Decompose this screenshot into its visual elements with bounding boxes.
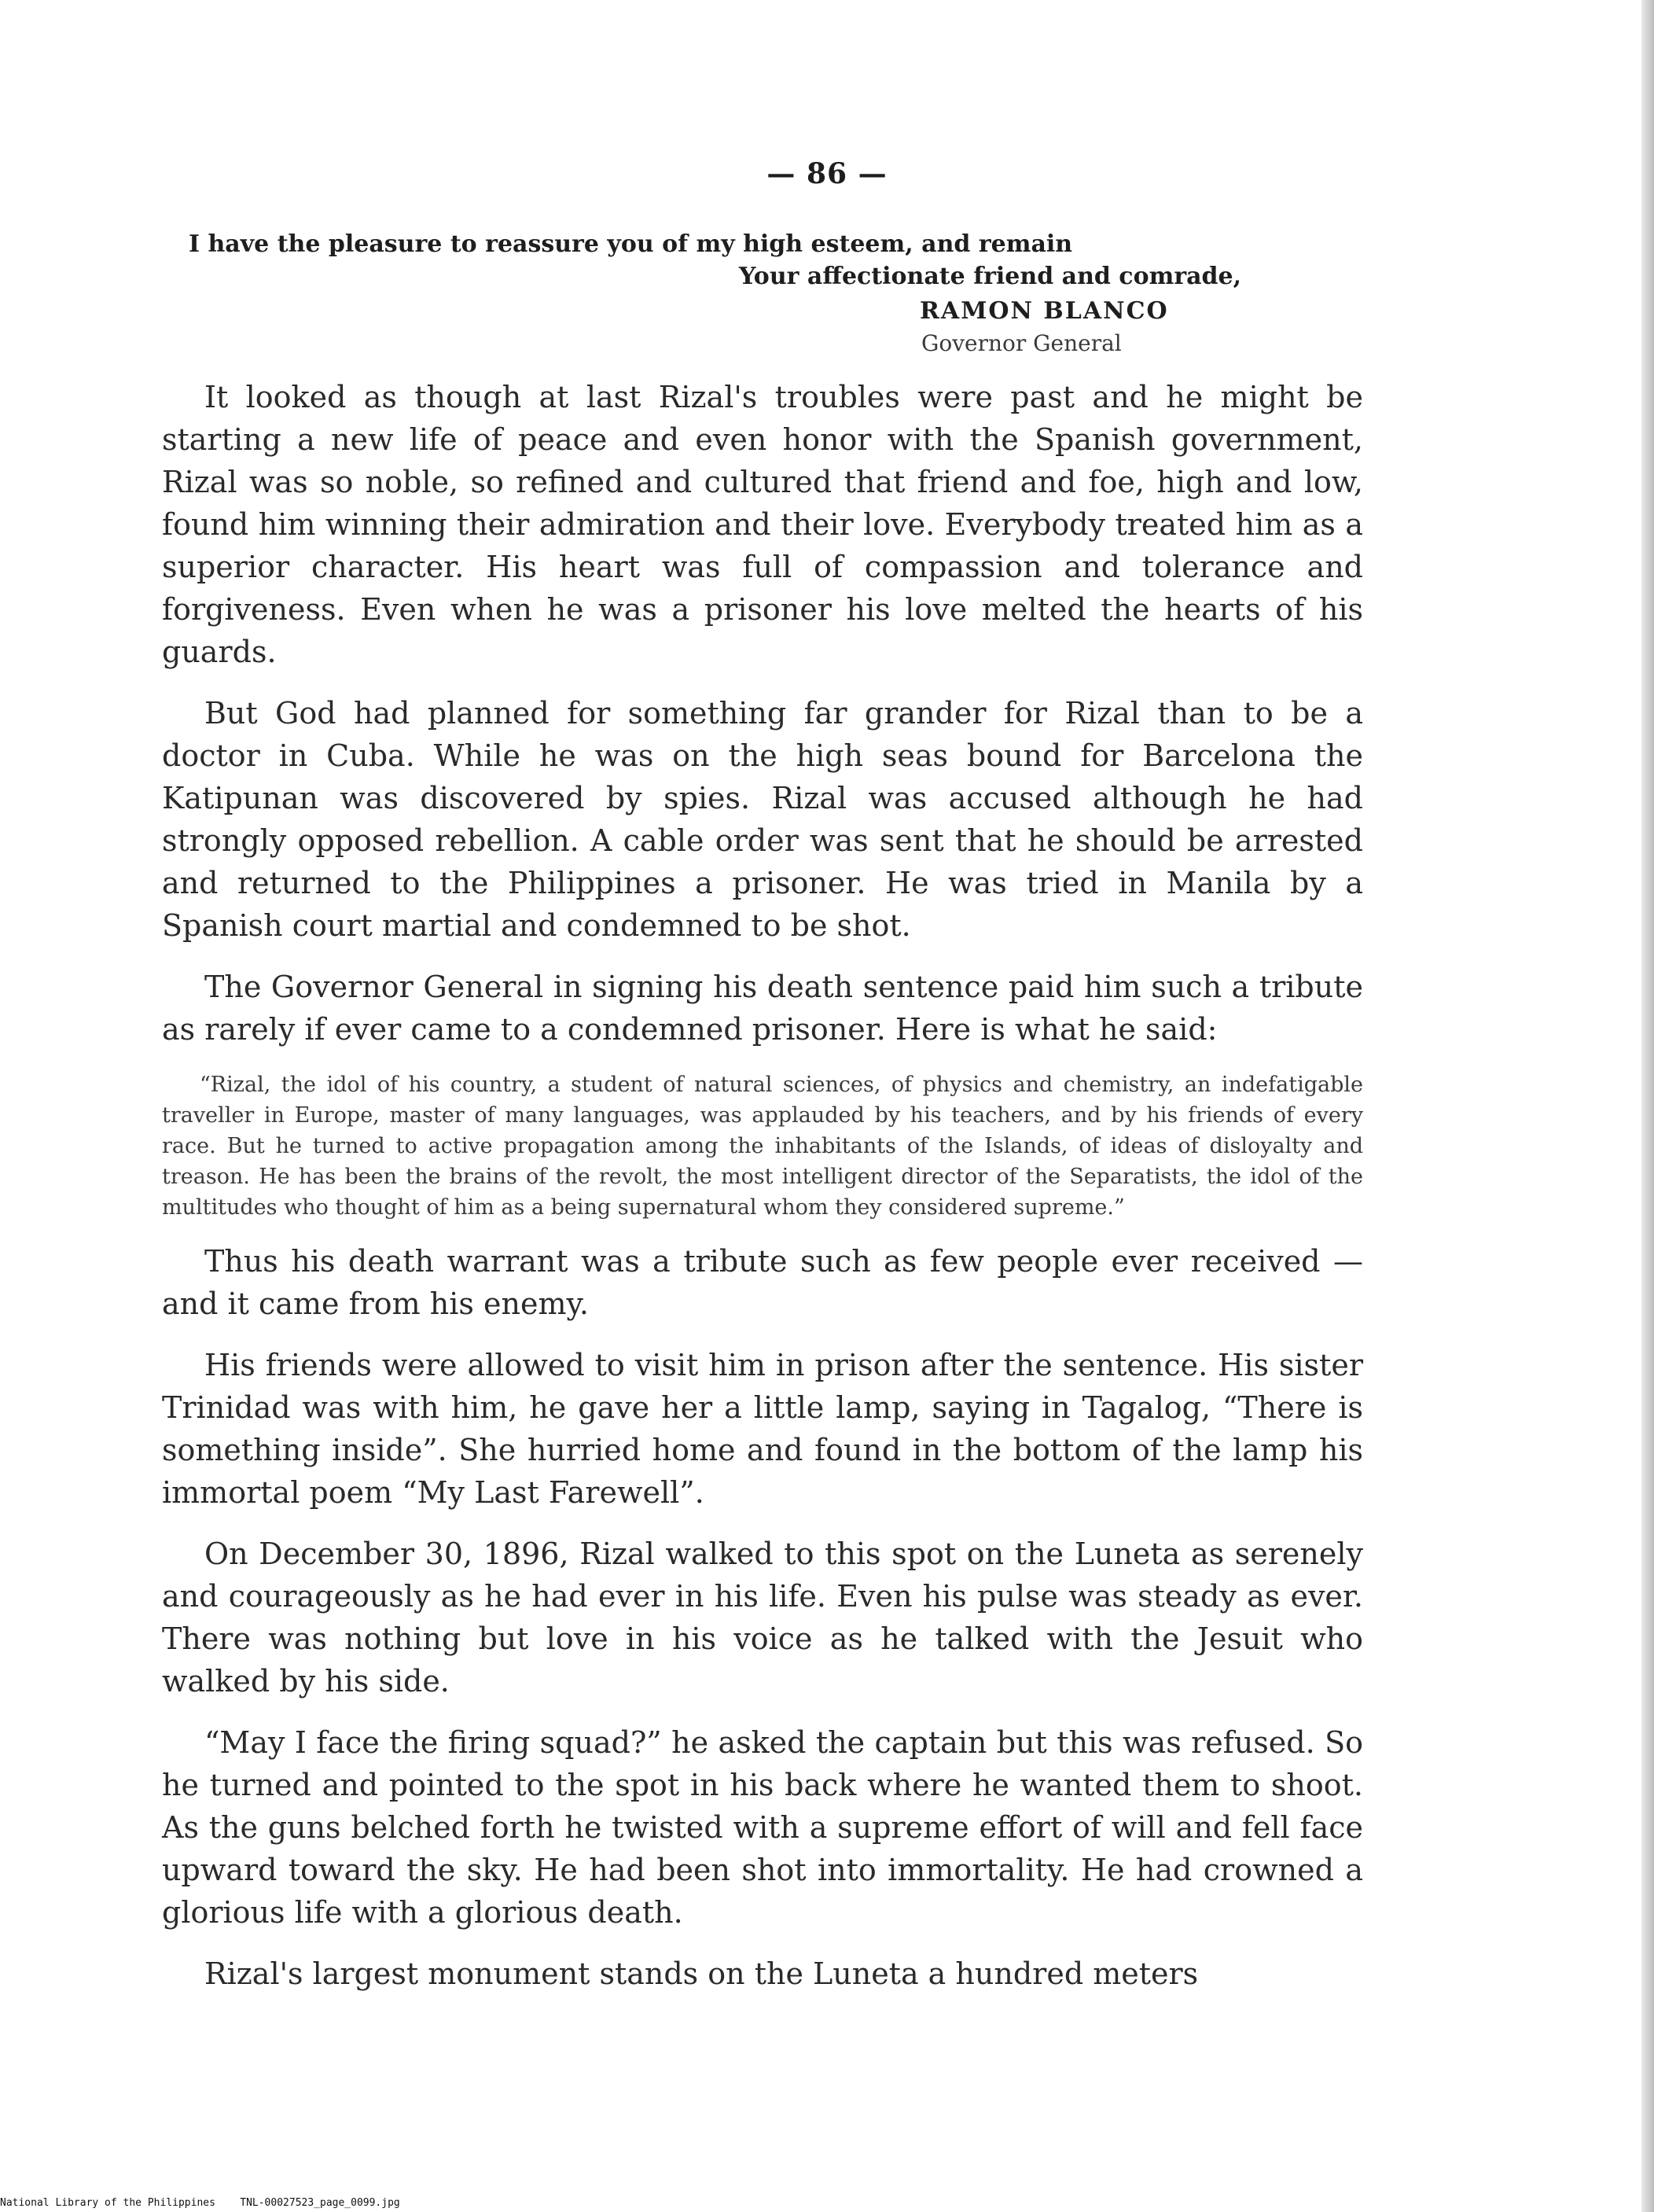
footer-library: National Library of the Philippines bbox=[0, 2197, 215, 2209]
footer-file-id: TNL-00027523_page_0099.jpg bbox=[240, 2197, 400, 2209]
paragraph-luneta-walk: On December 30, 1896, Rizal walked to this spot on the Luneta as serenely and courageously as he had ever in his life. Even his pulse was steady as ever. There was nothing but love in his voice as he talked with the Jesuit who walked by his side. bbox=[162, 1537, 1363, 1699]
paragraph-death-warrant: Thus his death warrant was a tribute such as few people ever received — and it came from his enemy. bbox=[162, 1244, 1363, 1321]
scan-page-edge bbox=[1641, 0, 1654, 2212]
paragraph-katipunan: But God had planned for something far grander for Rizal than to be a doctor in Cuba. While he was on the high seas bound for Barcelona the Katipunan was discovered by spies. Rizal was accused although he had strongly opposed rebellion. A cable order was sent that he should be arrested and returned to the Philippines a prisoner. He was tried in Manila by a Spanish court martial and condemned to be shot. bbox=[162, 696, 1363, 943]
body-text bbox=[162, 376, 1363, 2014]
quote-death-sentence: “Rizal, the idol of his country, a student of natural sciences, of physics and chemistry, an indefatigable traveller in Europe, master of many languages, was applauded by his teachers, and by his friends of every race. But he turned to active propagation among the inhabitants of the Islands, of ideas of disloyalty and treason. He has been the brains of the revolt, the most intelligent director of the Separatists, the idol of the multitudes who thought of him as a being supernatural whom they considered supreme.” bbox=[162, 1073, 1363, 1220]
letter-valediction: Your affectionate friend and comrade, bbox=[739, 263, 1242, 290]
paragraph-governor-tribute: The Governor General in signing his death sentence paid him such a tribute as rarely if ever came to a condemned prisoner. Here is what he said: bbox=[162, 970, 1363, 1047]
letter-closing-line: I have the pleasure to reassure you of my high esteem, and remain bbox=[189, 230, 1073, 258]
scan-footer bbox=[0, 2197, 400, 2209]
paragraph-firing-squad: “May I face the firing squad?” he asked the captain but this was refused. So he turned and pointed to the spot in his back where he wanted them to shoot. As the guns belched forth he twisted with a supreme effort of will and fell face upward toward the sky. He had been shot into immortality. He had crowned a glorious life with a glorious death. bbox=[162, 1725, 1363, 1930]
paragraph-last-farewell: His friends were allowed to visit him in prison after the sentence. His sister Trinidad was with him, he gave her a little lamp, saying in Tagalog, “There is something inside”. She hurried home and found in the bottom of the lamp his immortal poem “My Last Farewell”. bbox=[162, 1348, 1363, 1510]
paragraph-rizal-troubles: It looked as though at last Rizal's troubles were past and he might be starting a new life of peace and even honor with the Spanish government, Rizal was so noble, so refined and cultured that friend and foe, high and low, found him winning their admiration and their love. Everybody treated him as a superior character. His heart was full of compassion and tolerance and forgiveness. Even when he was a prisoner his love melted the hearts of his guards. bbox=[162, 380, 1363, 669]
letter-signatory: RAMON BLANCO bbox=[920, 297, 1169, 325]
paragraph-monument: Rizal's largest monument stands on the Luneta a hundred meters bbox=[204, 1956, 1199, 1991]
letter-signatory-title: Governor General bbox=[921, 330, 1122, 356]
page-number: — 86 — bbox=[766, 157, 888, 190]
